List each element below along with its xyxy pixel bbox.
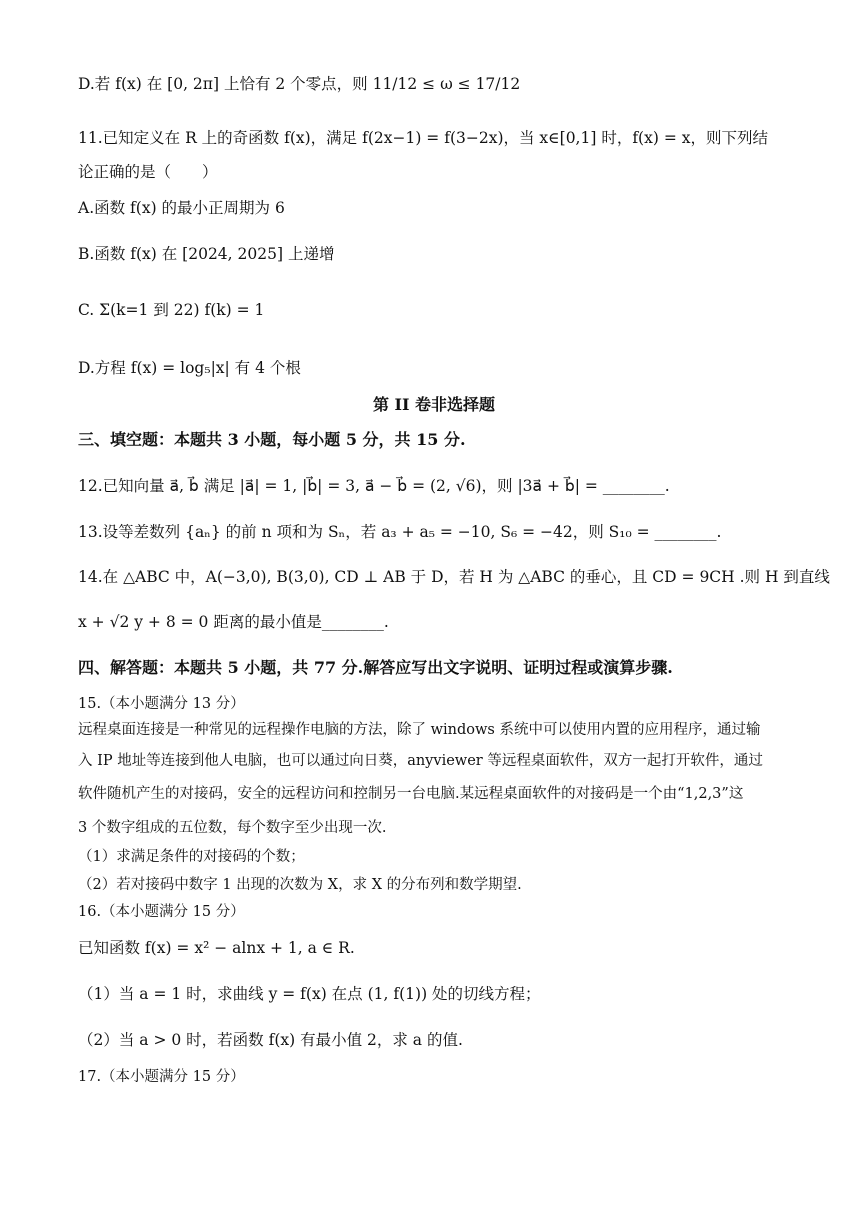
q13: 13.设等差数列 {aₙ} 的前 n 项和为 Sₙ，若 a₃ + a₅ = −10, S₆ = −42，则 S₁₀ = ________. <box>78 523 722 541</box>
q14-line1: 14.在 △ABC 中，A(−3,0), B(3,0), CD ⊥ AB 于 D，若 H 为 △ABC 的垂心，且 CD = 9CH .则 H 到直线 <box>78 568 830 586</box>
q10-option-d: D.若 f(x) 在 [0, 2π] 上恰有 2 个零点，则 11/12 ≤ ω ≤ 17/12 <box>78 75 521 93</box>
q15-body-line3: 软件随机产生的对接码，安全的远程访问和控制另一台电脑.某远程桌面软件的对接码是一个由“1,2,3”这 <box>78 786 744 802</box>
q15-part2: （2）若对接码中数字 1 出现的次数为 X，求 X 的分布列和数学期望. <box>78 877 522 893</box>
q17-title: 17.（本小题满分 15 分） <box>78 1069 245 1085</box>
q16-title: 16.（本小题满分 15 分） <box>78 904 245 920</box>
q15-body-line1: 远程桌面连接是一种常见的远程操作电脑的方法，除了 windows 系统中可以使用内置的应用程序，通过输 <box>78 722 761 738</box>
q14-line2: x + √2 y + 8 = 0 距离的最小值是________. <box>78 613 389 631</box>
part2-title: 第 II 卷非选择题 <box>372 395 496 414</box>
q11-option-b: B.函数 f(x) 在 [2024, 2025] 上递增 <box>78 245 335 263</box>
q15-body-line4: 3 个数字组成的五位数，每个数字至少出现一次. <box>78 820 387 836</box>
q15-part1: （1）求满足条件的对接码的个数； <box>78 849 305 865</box>
q11-option-c: C. Σ(k=1 到 22) f(k) = 1 <box>78 301 265 319</box>
section3-heading: 三、填空题：本题共 3 小题，每小题 5 分，共 15 分. <box>78 430 466 449</box>
q15-body-line2: 入 IP 地址等连接到他人电脑，也可以通过向日葵，anyviewer 等远程桌面软件，双方一起打开软件，通过 <box>78 753 763 769</box>
q16-stem: 已知函数 f(x) = x² − alnx + 1, a ∈ R. <box>78 939 355 957</box>
q11-option-a: A.函数 f(x) 的最小正周期为 6 <box>78 199 285 217</box>
q11-stem-line1: 11.已知定义在 R 上的奇函数 f(x)，满足 f(2x−1) = f(3−2x)，当 x∈[0,1] 时，f(x) = x，则下列结 <box>78 129 768 147</box>
q16-part2: （2）当 a > 0 时，若函数 f(x) 有最小值 2，求 a 的值. <box>78 1031 463 1049</box>
q11-option-d: D.方程 f(x) = log₅|x| 有 4 个根 <box>78 359 301 377</box>
section4-heading: 四、解答题：本题共 5 小题，共 77 分.解答应写出文字说明、证明过程或演算步骤. <box>78 658 673 677</box>
q12: 12.已知向量 a⃗, b⃗ 满足 |a⃗| = 1, |b⃗| = 3, a⃗ − b⃗ = (2, √6)，则 |3a⃗ + b⃗| = ________. <box>78 477 670 495</box>
q11-stem-line2: 论正确的是（ ） <box>78 163 218 181</box>
q16-part1: （1）当 a = 1 时，求曲线 y = f(x) 在点 (1, f(1)) 处的切线方程； <box>78 985 541 1003</box>
q15-title: 15.（本小题满分 13 分） <box>78 696 245 712</box>
